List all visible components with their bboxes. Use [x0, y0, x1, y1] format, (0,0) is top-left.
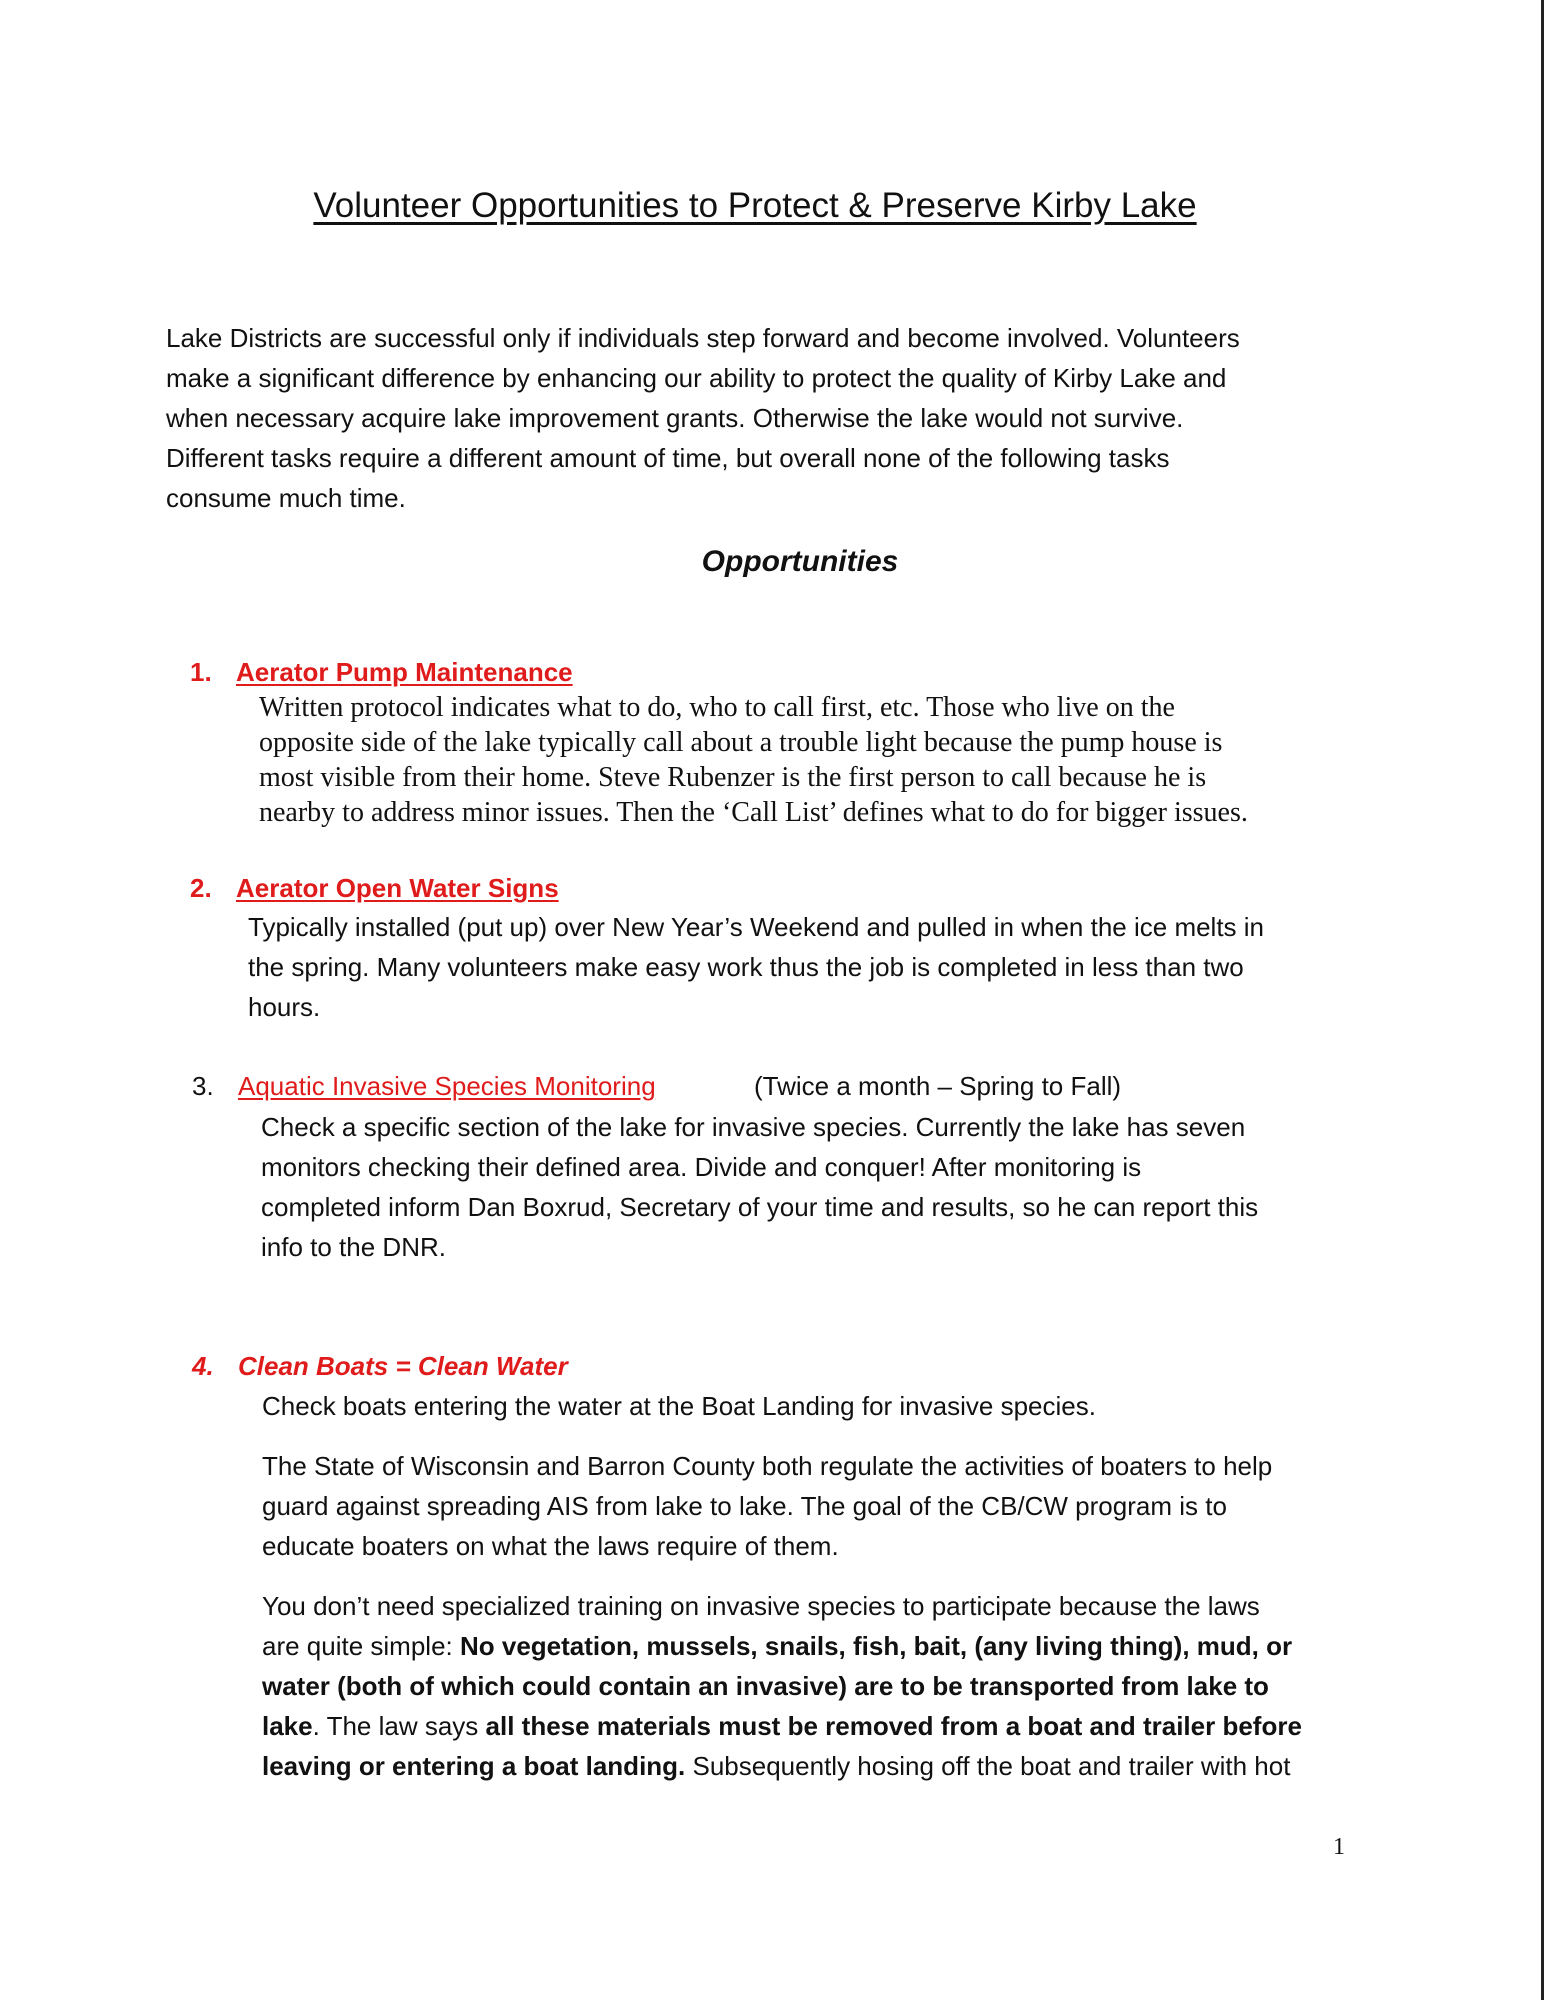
item-number: 4.: [192, 1351, 214, 1381]
item-heading: Clean Boats = Clean Water: [238, 1351, 568, 1381]
item-body: [248, 907, 1428, 1027]
page-title: Volunteer Opportunities to Protect & Preserve Kirby Lake: [313, 186, 1197, 225]
body-line: most visible from their home. Steve Rubenzer is the first person to call because he is: [259, 762, 1207, 793]
item-para: [262, 1446, 1442, 1566]
item-heading: Aquatic Invasive Species Monitoring: [238, 1071, 656, 1101]
intro-line: when necessary acquire lake improvement grants. Otherwise the lake would not survive.: [166, 403, 1184, 433]
body-line: [262, 1626, 1442, 1666]
item-heading: Aerator Pump Maintenance: [236, 657, 573, 687]
body-line: You don’t need specialized training on invasive species to participate because the laws: [262, 1591, 1260, 1621]
body-line: [262, 1746, 1442, 1786]
body-line: Typically installed (put up) over New Year’s Weekend and pulled in when the ice melts in: [248, 912, 1265, 942]
item-number: 3.: [192, 1071, 214, 1101]
body-line: Check a specific section of the lake for invasive species. Currently the lake has seven: [261, 1112, 1246, 1142]
body-line: completed inform Dan Boxrud, Secretary of your time and results, so he can report this: [261, 1192, 1259, 1222]
body-line: educate boaters on what the laws require of them.: [262, 1531, 839, 1561]
intro-line: consume much time.: [166, 483, 406, 513]
body-line: info to the DNR.: [261, 1232, 446, 1262]
intro-line: Lake Districts are successful only if individuals step forward and become involved. Volunteers: [166, 323, 1240, 353]
body-line: [262, 1666, 1442, 1706]
item-number: 2.: [190, 873, 212, 903]
item-heading: Aerator Open Water Signs: [236, 873, 559, 903]
bold-run: water (both of which could contain an invasive) are to be transported from lake to: [262, 1671, 1269, 1701]
body-line: Written protocol indicates what to do, who to call first, etc. Those who live on the: [259, 692, 1175, 723]
text-run: Subsequently hosing off the boat and trailer with hot: [685, 1751, 1291, 1781]
section-heading: Opportunities: [701, 545, 899, 578]
body-line: The State of Wisconsin and Barron County both regulate the activities of boaters to help: [262, 1451, 1273, 1481]
body-line: hours.: [248, 992, 321, 1022]
bold-run: No vegetation, mussels, snails, fish, bait, (any living thing), mud, or: [459, 1631, 1293, 1661]
page-number: 1: [1333, 1834, 1345, 1860]
body-line: monitors checking their defined area. Divide and conquer! After monitoring is: [261, 1152, 1142, 1182]
text-run: are quite simple:: [262, 1631, 460, 1661]
intro-line: make a significant difference by enhancing our ability to protect the quality of Kirby Lake and: [166, 363, 1227, 393]
bold-run: leaving or entering a boat landing.: [262, 1751, 686, 1781]
body-line: the spring. Many volunteers make easy work thus the job is completed in less than two: [248, 952, 1244, 982]
intro-paragraph: [166, 318, 1386, 518]
body-line: [262, 1706, 1442, 1746]
body-line: opposite side of the lake typically call about a trouble light because the pump house is: [259, 727, 1223, 758]
bold-run: lake: [262, 1711, 313, 1741]
text-run: . The law says: [312, 1711, 486, 1741]
item-body: [261, 1107, 1441, 1267]
item-note: (Twice a month – Spring to Fall): [754, 1071, 1122, 1101]
item-para: Check boats entering the water at the Boat Landing for invasive species.: [262, 1391, 1096, 1421]
body-line: nearby to address minor issues. Then the ‘Call List’ defines what to do for bigger issues.: [259, 797, 1248, 828]
bold-run: all these materials must be removed from a boat and trailer before: [485, 1711, 1302, 1741]
item-number: 1.: [190, 657, 212, 687]
item-para: [262, 1586, 1442, 1786]
body-line: guard against spreading AIS from lake to lake. The goal of the CB/CW program is to: [262, 1491, 1227, 1521]
intro-line: Different tasks require a different amount of time, but overall none of the following tasks: [166, 443, 1170, 473]
item-body: [259, 690, 1439, 830]
